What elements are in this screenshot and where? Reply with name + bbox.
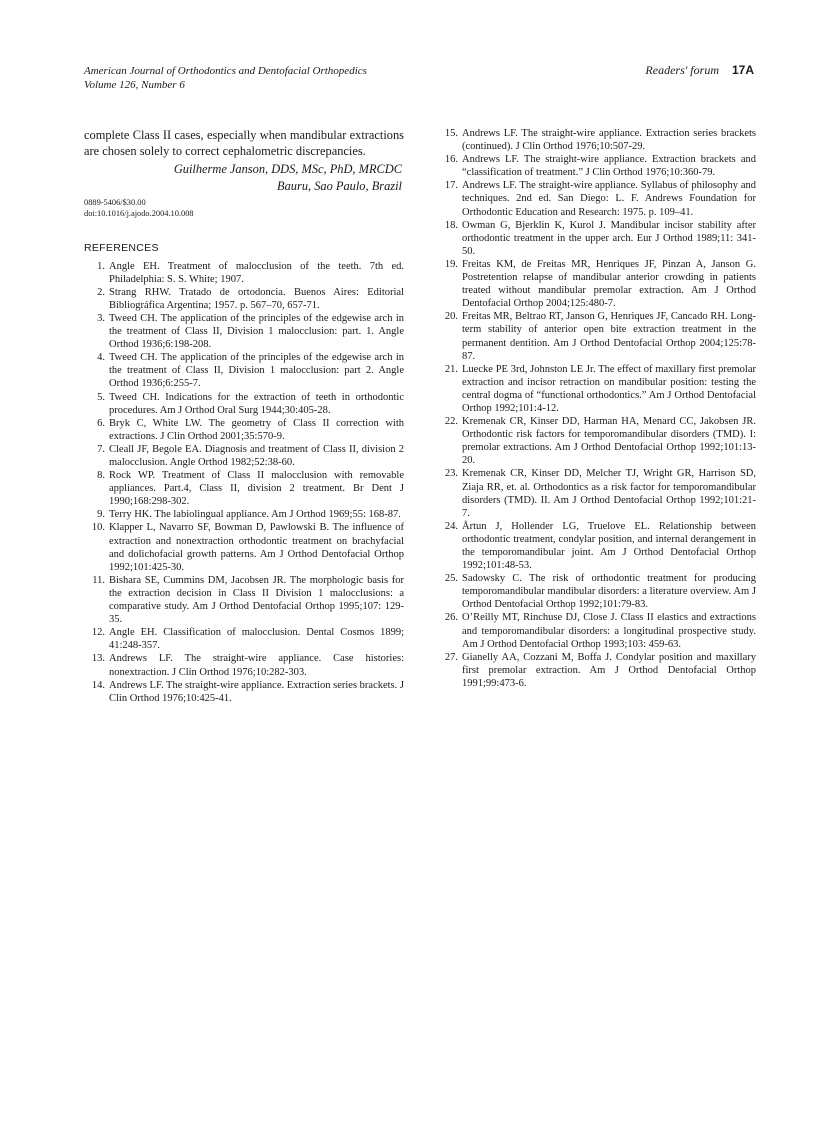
references-heading: REFERENCES (84, 241, 159, 254)
letter-closing-paragraph: complete Class II cases, especially when mandibular extractions are chosen solely to correct cephalometric discrepancies. (84, 128, 404, 159)
reference-number: 4. (97, 352, 105, 364)
reference-text: Tweed CH. Indications for the extraction of teeth in orthodontic procedures. Am J Orthod Oral Surg 1944;30:405-28. (109, 391, 404, 416)
reference-number: 19. (444, 258, 458, 270)
reference-number: 27. (444, 651, 458, 663)
reference-text: Luecke PE 3rd, Johnston LE Jr. The effect of maxillary first premolar extraction and incisor retraction on mandibular position: testing the central dogma of “functional orthodontics.” Am J Orthod Dentofacial Orthop 1992;101:4-12. (462, 363, 756, 414)
reference-item (438, 520, 756, 572)
reference-text: O’Reilly MT, Rinchuse DJ, Close J. Class II elastics and extractions and temporomandibular disorders: a longitudinal prospective study. Am J Orthod Dentofacial Orthop 1993;103: 459-63. (462, 612, 756, 650)
reference-text: Kremenak CR, Kinser DD, Melcher TJ, Wright GR, Harrison SD, Ziaja RR, et. al. Orthodontics as a risk factor for temporomandibular disorders (TMD). II. Am J Orthod Dentofacial Orthop 1992;101:21-7. (462, 468, 756, 519)
reference-list-left (84, 260, 404, 705)
reference-number: 1. (97, 260, 105, 272)
reference-text: Sadowsky C. The risk of orthodontic treatment for producing temporomandibular mandibular disorders: a literature overview. Am J Orthod Dentofacial Orthop 1992;101:79-83. (462, 573, 756, 611)
reference-text: Årtun J, Hollender LG, Truelove EL. Relationship between orthodontic treatment, condylar position, and internal derangement in the temporomandibular joint. Am J Orthod Dentofacial Orthop 1992;101:48-53. (462, 520, 756, 572)
author-location: Bauru, Sao Paulo, Brazil (277, 178, 402, 193)
reference-text: Gianelly AA, Cozzani M, Boffa J. Condylar position and maxillary first premolar extraction. Am J Orthod Dentofacial Orthop 1991;99:473-6. (462, 651, 756, 689)
reference-number: 5. (97, 391, 105, 403)
reference-number: 22. (444, 416, 458, 428)
reference-number: 15. (444, 128, 458, 139)
reference-text: Angle EH. Treatment of malocclusion of the teeth. 7th ed. Philadelphia: S. S. White; 1907. (109, 260, 404, 285)
page-number: 17A (731, 63, 754, 77)
author-signature (84, 161, 404, 195)
reference-text: Tweed CH. The application of the principles of the edgewise arch in the treatment of Class II, Division 1 malocclusion: part 2. Angle Orthod 1936;6:255-7. (109, 352, 404, 390)
reference-number: 12. (91, 627, 105, 639)
reference-item (84, 652, 404, 678)
reference-text: Andrews LF. The straight-wire appliance. Extraction series brackets (continued). J Clin Orthod 1976;10:507-29. (462, 128, 756, 153)
reference-item (438, 219, 756, 258)
reference-item (438, 153, 756, 179)
reference-text: Tweed CH. The application of the principles of the edgewise arch in the treatment of Class II, Division 1 malocclusion: part. 1. Angle Orthod 1936;6:198-208. (109, 312, 404, 351)
reference-text: Andrews LF. The straight-wire appliance. Case histories: nonextraction. J Clin Orthod 1976;10:282-303. (109, 653, 404, 678)
reference-item (84, 508, 404, 521)
reference-text: Bryk C, White LW. The geometry of Class II correction with extractions. J Clin Orthod 2001;35:570-9. (109, 417, 404, 442)
reference-item (84, 521, 404, 573)
reference-text: Bishara SE, Cummins DM, Jacobsen JR. The morphologic basis for the extraction decision in Class II Division 1 malocclusions: a comparative study. Am J Orthod Dentofacial Orthop 1995;107: 129-35. (109, 574, 404, 626)
reference-number: 26. (444, 612, 458, 624)
reference-text: Strang RHW. Tratado de ortodoncia. Buenos Aires: Editorial Bibliográfica Argentina; 1957. p. 567–70, 657-71. (109, 286, 404, 311)
author-name: Guilherme Janson, DDS, MSc, PhD, MRCDC (173, 161, 402, 176)
reference-number: 25. (444, 573, 458, 585)
reference-item (438, 572, 756, 611)
reference-text: Andrews LF. The straight-wire appliance. Syllabus of philosophy and techniques. 2nd ed. San Diego: L. F. Andrews Foundation for Orthodontic Education and Research: 1975. p. 109–41. (462, 180, 756, 218)
running-header (84, 64, 367, 92)
reference-number: 11. (92, 574, 105, 586)
reference-number: 3. (97, 312, 105, 324)
reference-item (84, 312, 404, 351)
reference-text: Owman G, Bjerklin K, Kurol J. Mandibular incisor stability after orthodontic treatment in the upper arch. Eur J Orthod 1989;11: 341-50. (462, 219, 756, 257)
reference-number: 24. (444, 520, 458, 532)
reference-text: Angle EH. Classification of malocclusion. Dental Cosmos 1899; 41:248-357. (109, 627, 404, 652)
reference-number: 10. (91, 522, 105, 534)
reference-item (438, 415, 756, 467)
reference-item (84, 351, 404, 390)
reference-item (84, 391, 404, 417)
reference-item (84, 417, 404, 443)
volume-issue: Volume 126, Number 6 (84, 79, 185, 91)
reference-item (438, 127, 756, 153)
reference-item (438, 651, 756, 690)
reference-number: 9. (97, 509, 105, 521)
reference-item (84, 469, 404, 508)
reference-number: 6. (97, 417, 105, 429)
reference-text: Freitas MR, Beltrao RT, Janson G, Henriques JF, Cancado RH. Long-term stability of anterior open bite extraction treatment in the permanent dentition. Am J Orthod Dentofacial Orthop 2004;125:78-87. (462, 311, 756, 362)
reference-number: 7. (97, 443, 105, 455)
reference-item (84, 679, 404, 705)
reference-number: 21. (444, 363, 458, 375)
reference-item (84, 443, 404, 469)
reference-item (84, 260, 404, 286)
reference-number: 17. (444, 180, 458, 192)
reference-number: 20. (444, 311, 458, 323)
doi-link: doi:10.1016/j.ajodo.2004.10.008 (84, 209, 194, 219)
page-header-right (645, 63, 754, 78)
reference-text: Andrews LF. The straight-wire appliance. Extraction brackets and “classification of treatment.” J Clin Orthod 1976;10:360-79. (462, 154, 756, 179)
reference-text: Freitas KM, de Freitas MR, Henriques JF, Pinzan A, Janson G. Postretention relapse of mandibular anterior crowding in patients treated without mandibular premolar extraction. Am J Orthod Dentofacial Orthop 2004;125:480-7. (462, 258, 756, 310)
reference-text: Klapper L, Navarro SF, Bowman D, Pawlowski B. The influence of extraction and nonextraction orthodontic treatment on brachyfacial and dolichofacial growth patterns. Am J Orthod Dentofacial Orthop 1992;101:425-30. (109, 522, 404, 573)
journal-title: American Journal of Orthodontics and Dentofacial Orthopedics (84, 65, 367, 77)
reference-text: Rock WP. Treatment of Class II malocclusion with removable appliances. Part.4, Class II, division 2 treatment. Br Dent J 1990;168:298-302. (109, 470, 404, 508)
left-column (84, 127, 404, 705)
right-column (438, 127, 756, 690)
reference-number: 8. (97, 470, 105, 482)
reference-text: Cleall JF, Begole EA. Diagnosis and treatment of Class II, division 2 malocclusion. Angle Orthod 1982;52:38-60. (109, 443, 404, 468)
reference-item (84, 574, 404, 626)
reference-item (438, 363, 756, 415)
reference-text: Kremenak CR, Kinser DD, Harman HA, Menard CC, Jakobsen JR. Orthodontic risk factors for temporomandibular disorders (TMD). I: premolar extractions. Am J Orthod Dentofacial Orthop 1992;101:13-20. (462, 416, 756, 467)
reference-item (438, 611, 756, 650)
reference-text: Terry HK. The labiolingual appliance. Am J Orthod 1969;55: 168-87. (109, 509, 401, 521)
reference-number: 14. (91, 679, 105, 691)
reference-text: Andrews LF. The straight-wire appliance. Extraction series brackets. J Clin Orthod 1976;10:425-41. (109, 679, 404, 704)
reference-number: 23. (444, 468, 458, 480)
reference-item (438, 467, 756, 519)
article-metadata (84, 197, 404, 220)
issn-price: 0889-5406/$30.00 (84, 197, 146, 207)
reference-number: 2. (97, 286, 105, 298)
reference-number: 13. (91, 653, 105, 665)
reference-item (438, 310, 756, 362)
reference-item (84, 286, 404, 312)
section-title: Readers' forum (645, 63, 719, 77)
reference-item (438, 258, 756, 310)
reference-item (438, 179, 756, 218)
reference-item (84, 626, 404, 652)
reference-number: 18. (444, 219, 458, 231)
reference-number: 16. (444, 154, 458, 166)
reference-list-right (438, 127, 756, 690)
